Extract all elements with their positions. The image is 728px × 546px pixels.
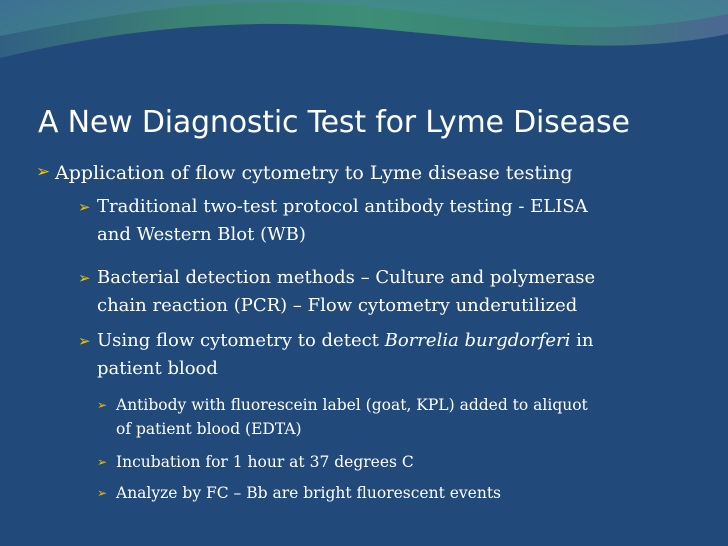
arrow-bullet-icon: ➢ (78, 269, 91, 287)
bullet-text (97, 264, 677, 320)
bullet-line: patient blood (97, 358, 218, 379)
bullet-line: and Western Blot (WB) (97, 224, 306, 245)
text-fragment: in (570, 330, 594, 351)
bullet-text: Incubation for 1 hour at 37 degrees C (116, 453, 414, 471)
text-fragment: Using flow cytometry to detect (97, 330, 385, 351)
bullet-text: Analyze by FC – Bb are bright fluorescent events (116, 484, 502, 502)
bullet-text (97, 327, 677, 383)
bullet-text: Application of flow cytometry to Lyme disease testing (55, 162, 573, 184)
bullet-line: Traditional two-test protocol antibody testing - ELISA (97, 196, 588, 217)
bullet-line: chain reaction (PCR) – Flow cytometry underutilized (97, 295, 578, 316)
bullet-line: of patient blood (EDTA) (116, 420, 302, 438)
arrow-bullet-icon: ➢ (97, 398, 108, 412)
bullet-text (97, 193, 677, 249)
organism-name: Borrelia burgdorferi (384, 330, 571, 351)
bullet-line (97, 327, 677, 355)
arrow-bullet-icon: ➢ (78, 198, 91, 216)
bullet-text (116, 393, 686, 441)
arrow-bullet-icon: ➢ (36, 162, 51, 182)
arrow-bullet-icon: ➢ (78, 332, 91, 350)
arrow-bullet-icon: ➢ (97, 486, 108, 500)
arrow-bullet-icon: ➢ (97, 455, 108, 469)
top-decorative-band (0, 0, 728, 82)
slide-title: A New Diagnostic Test for Lyme Disease (38, 105, 630, 140)
bullet-line: Antibody with fluorescein label (goat, KPL) added to aliquot (116, 396, 588, 414)
bullet-line: Bacterial detection methods – Culture and polymerase (97, 267, 596, 288)
